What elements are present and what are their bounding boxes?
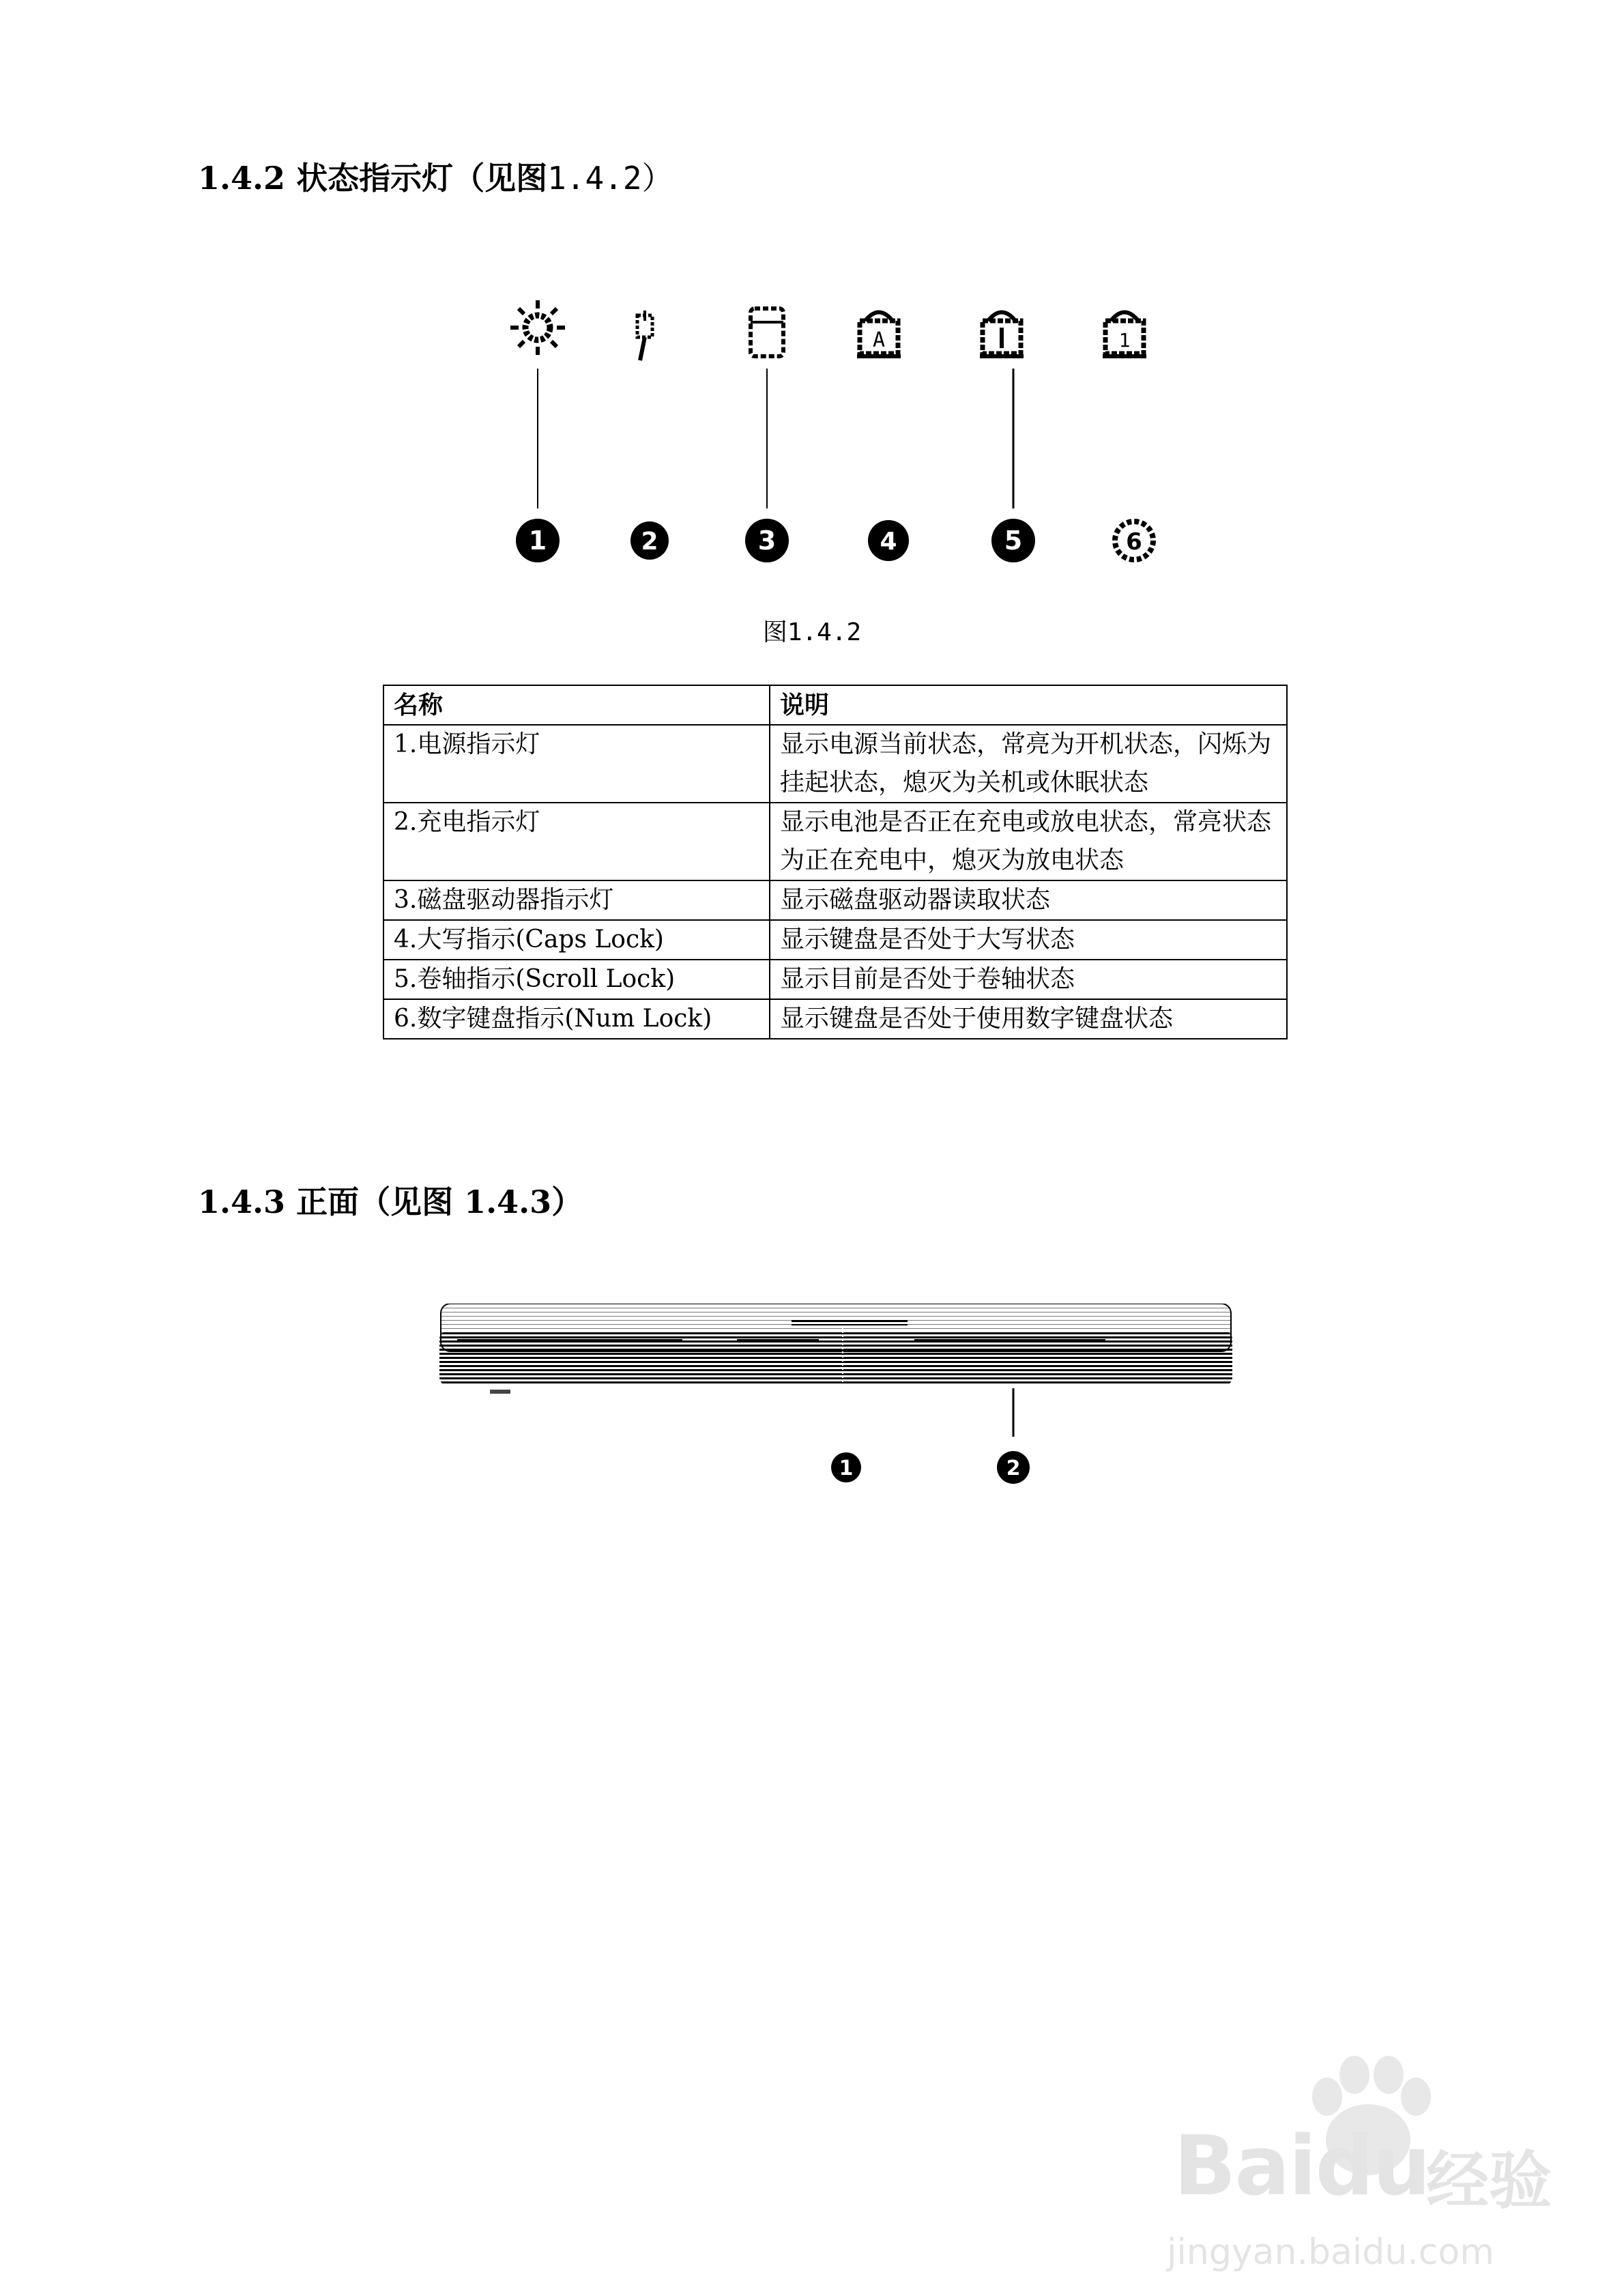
callout-front-2: [997, 1451, 1030, 1484]
baidu-jingyan-watermark: [1153, 2054, 1563, 2280]
table-cell-desc: 显示键盘是否处于使用数字键盘状态: [770, 999, 1287, 1039]
indicator-table: [383, 685, 1288, 1039]
svg-text:1: 1: [528, 526, 547, 556]
caps-lock-icon: [857, 313, 901, 357]
table-cell-desc: 显示目前是否处于卷轴状态: [770, 960, 1287, 999]
table-row: [383, 725, 1287, 803]
disk-drive-icon: [751, 308, 783, 356]
table-cell-name: 1.电源指示灯: [383, 725, 770, 803]
callout-3: [745, 519, 789, 562]
section-heading-1-4-2: [198, 160, 673, 197]
num-lock-icon: [1103, 313, 1146, 357]
table-row: [383, 803, 1287, 880]
table-cell-name: 4.大写指示(Caps Lock): [383, 920, 770, 960]
svg-text:A: A: [872, 328, 886, 352]
watermark-brand: Baidu: [1174, 2119, 1430, 2214]
svg-text:1: 1: [1118, 329, 1131, 351]
table-cell-name: 2.充电指示灯: [383, 803, 770, 880]
svg-text:3: 3: [757, 526, 777, 556]
section-heading-figure-ref: 1.4.2）: [547, 160, 673, 197]
table-cell-desc: 显示电源当前状态，常亮为开机状态，闪烁为挂起状态，熄灭为关机或休眠状态: [770, 725, 1287, 803]
callout-1: [516, 519, 560, 562]
laptop-front-figure: [437, 1304, 1242, 1508]
table-header-desc: 说明: [770, 685, 1287, 725]
svg-text:2: 2: [641, 528, 658, 556]
svg-text:4: 4: [880, 528, 897, 556]
table-cell-name: 5.卷轴指示(Scroll Lock): [383, 960, 770, 999]
svg-text:6: 6: [1126, 528, 1142, 556]
callout-4: [868, 520, 909, 561]
laptop-front-body: [439, 1304, 1232, 1394]
table-cell-name: 6.数字键盘指示(Num Lock): [383, 999, 770, 1039]
section-heading-1-4-3: 1.4.3 正面（见图 1.4.3）: [198, 1183, 583, 1220]
battery-charge-icon: [637, 311, 652, 360]
power-icon: [510, 300, 565, 355]
watermark-cn: 经验: [1426, 2144, 1552, 2218]
scroll-lock-icon: [980, 313, 1024, 357]
svg-text:1: 1: [839, 1456, 854, 1480]
table-cell-desc: 显示键盘是否处于大写状态: [770, 920, 1287, 960]
watermark-url: jingyan.baidu.com: [1167, 2232, 1494, 2273]
callout-2: [630, 521, 669, 560]
table-header-name: 名称: [383, 685, 770, 725]
section-heading-text: 1.4.2 状态指示灯（见图: [198, 160, 548, 197]
figure-caption: 图1.4.2: [762, 618, 862, 646]
callout-front-1: [831, 1452, 861, 1482]
callout-6: [1115, 521, 1153, 560]
table-row: [383, 960, 1287, 999]
table-row: [383, 999, 1287, 1039]
table-header-row: [383, 685, 1287, 725]
table-cell-desc: 显示电池是否正在充电或放电状态，常亮状态为正在充电中，熄灭为放电状态: [770, 803, 1287, 880]
table-cell-desc: 显示磁盘驱动器读取状态: [770, 880, 1287, 920]
table-row: [383, 920, 1287, 960]
svg-text:5: 5: [1004, 526, 1023, 556]
svg-text:2: 2: [1006, 1456, 1021, 1480]
table-cell-name: 3.磁盘驱动器指示灯: [383, 880, 770, 920]
status-indicator-figure: [491, 273, 1201, 587]
table-row: [383, 880, 1287, 920]
callout-5: [991, 519, 1035, 562]
